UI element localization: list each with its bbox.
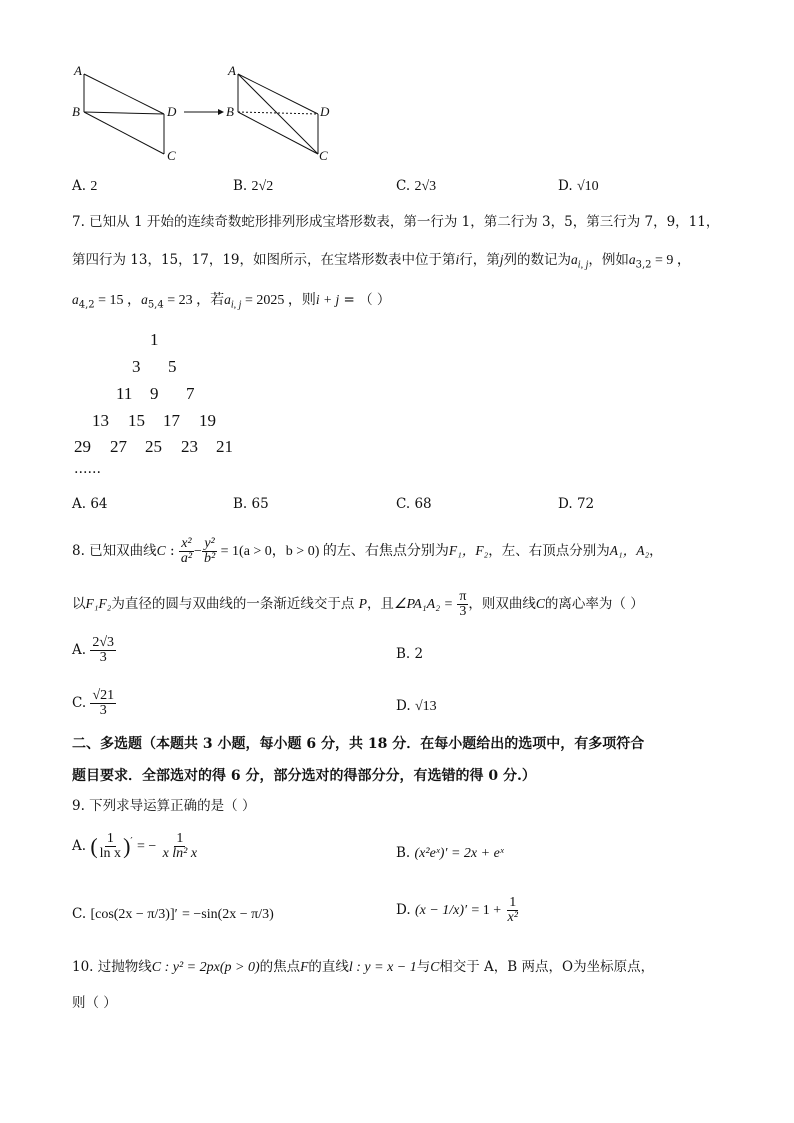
q7-stem-line3: $a_{4,2} = 15$ ，$a_{5,4} = 23$ ，若$a_{i, j} = 2025$ ，则i + j = （ ） <box>72 292 391 311</box>
edge-bc-left <box>84 112 164 154</box>
edge-bd-left <box>84 112 164 114</box>
edge-ad-right <box>238 74 318 114</box>
triangle-row3-n2: 9 <box>150 384 159 403</box>
q8-hyperbola-x-term: $\frac{\text{x²}}{\text{a²}}$ <box>180 536 193 566</box>
q9-option-b: B. (x²eˣ)′ = 2x + eˣ <box>396 845 504 861</box>
q10-stem-line1: 10. 过抛物线C : y² = 2px(p > 0)的焦点F的直线l : y = x − 1与C相交于 A，B 两点，O为坐标原点， <box>72 959 655 975</box>
label-b-right: B <box>226 104 234 119</box>
q7-option-b: B. 65 <box>233 496 269 512</box>
triangle-row2-n2: 5 <box>168 357 177 376</box>
q8-option-c: C. $\frac{√21}{3}$ <box>72 688 115 718</box>
label-d-right: D <box>320 104 330 119</box>
edge-ad-left <box>84 74 164 114</box>
triangle-ellipsis: …… <box>74 461 101 477</box>
q7-stem-line1: 7. 已知从 1 开始的连续奇数蛇形排列形成宝塔形数表，第一行为 1，第二行为 3，5，第三行为 7，9，11， <box>72 214 720 230</box>
arrow-head <box>218 109 224 115</box>
q7-option-d: D. 72 <box>558 496 595 512</box>
triangle-row4-n4: 19 <box>199 411 216 430</box>
label-b-left: B <box>72 104 80 119</box>
q9-option-c: C. [cos(2x − π/3)]′ = −sin(2x − π/3) <box>72 906 274 922</box>
q6-option-b: B. 2√2 <box>233 178 274 194</box>
triangle-row4-n2: 15 <box>128 411 145 430</box>
q8-option-d: D. √13 <box>396 698 437 714</box>
triangle-row3-n3: 7 <box>186 384 195 403</box>
q6-option-c: C. 2√3 <box>396 178 437 194</box>
q8-angle-fraction: $\frac{\pi}{3}$ <box>459 589 467 619</box>
q8-stem-line2: 以F₁F₂为直径的圆与双曲线的一条渐近线交于点 P，且∠PA₁A₂ = $\frac{\pi}{3}$ ，则双曲线C的离心率为（ ） <box>72 589 644 619</box>
edge-bc-right <box>238 112 318 154</box>
triangle-row5-n4: 23 <box>181 437 198 456</box>
section2-heading-line2: 题目要求．全部选对的得 6 分，部分选对的得部分分，有选错的得 0 分.） <box>72 768 536 784</box>
triangle-row3-n1: 11 <box>116 384 133 403</box>
triangle-row5-n3: 25 <box>145 437 162 456</box>
label-c-right: C <box>319 148 328 163</box>
label-a-right: A <box>228 63 236 78</box>
q7-option-a: A. 64 <box>72 496 108 512</box>
triangle-row4-n3: 17 <box>163 411 180 430</box>
q8-option-a: A. $\frac{2√3}{3}$ <box>72 635 115 665</box>
triangle-row5-n1: 29 <box>74 437 91 456</box>
triangle-row4-n1: 13 <box>92 411 109 430</box>
q9-option-d: D. (x − 1/x)′ = 1 + $\frac{1}{\text{x²}}$ <box>396 895 518 925</box>
q7-option-c: C. 68 <box>396 496 432 512</box>
q8-hyperbola-y-term: $\frac{\text{y²}}{\text{b²}}$ <box>203 536 216 566</box>
triangle-row5-n5: 21 <box>216 437 233 456</box>
q6-option-a: A. 2 <box>72 178 98 194</box>
label-d-left: D <box>167 104 177 119</box>
triangle-row1-n1: 1 <box>150 330 159 349</box>
q6-option-d: D. √10 <box>558 178 599 194</box>
triangle-row2-n1: 3 <box>132 357 141 376</box>
q8-stem-line1: 8. 已知双曲线C : $\frac{\text{x²}}{\text{a²}}$ − $\frac{\text{y²}}{\text{b²}}$ = 1(a > 0，b > 0) 的左、右焦点分别为F₁，F₂，左、右顶点分别为A₁，A₂， <box>72 536 663 566</box>
q8-option-b: B. 2 <box>396 646 424 662</box>
label-c-left: C <box>167 148 176 163</box>
folding-figure <box>70 60 340 170</box>
section2-heading-line1: 二、多选题（本题共 3 小题，每小题 6 分，共 18 分．在每小题给出的选项中，有多项符合 <box>72 736 645 752</box>
q9-option-a: A. ( $\frac{1}{\text{ln x}}$ )′ = − $\frac{1}{\text{x ln² x}}$ <box>72 831 198 861</box>
triangle-row5-n2: 27 <box>110 437 127 456</box>
q7-stem-line2: 第四行为 13，15，17，19，如图所示，在宝塔形数表中位于第i行，第j列的数记为$a_{i, j}$，例如$a_{3,2} = 9$ ， <box>72 252 691 271</box>
q9-stem: 9. 下列求导运算正确的是（ ） <box>72 798 256 814</box>
label-a-left: A <box>74 63 82 78</box>
q10-stem-line2: 则（ ） <box>72 995 117 1011</box>
